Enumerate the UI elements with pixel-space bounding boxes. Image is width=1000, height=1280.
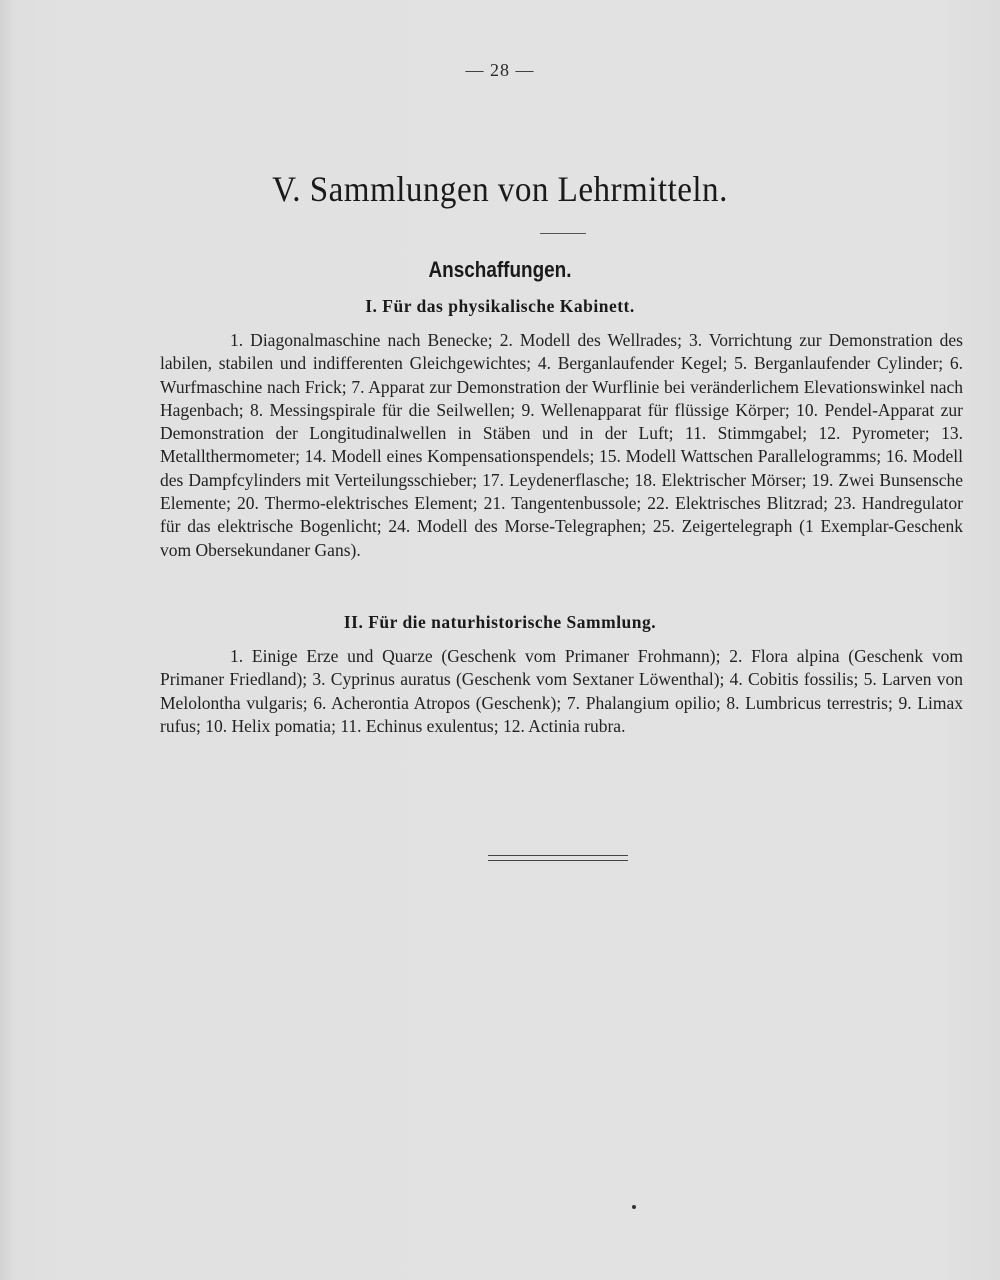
title-divider: [540, 233, 586, 234]
chapter-title: V. Sammlungen von Lehrmitteln.: [272, 169, 728, 209]
section-heading-physics: I. Für das physikalische Kabinett.: [365, 296, 635, 316]
section-heading-natural-history: II. Für die naturhistorische Sammlung.: [343, 612, 657, 632]
print-speck: [632, 1205, 636, 1209]
section-text-physics: 1. Diagonalmaschine nach Benecke; 2. Modell des Wellrades; 3. Vorrichtung zur Demonstration des labilen, stabilen und indifferenten Gleichgewichtes; 4. Berganlaufender Kegel; 5. Berganlaufender Cylinder; 6. Wurfmaschine nach Frick; 7. Apparat zur Demonstration der Wurflinie bei veränderlichem Elevationswinkel nach Hagenbach; 8. Messingspirale für die Seilwellen; 9. Wellenapparat für flüssige Körper; 10. Pendel-Apparat zur Demonstration der Longitudinalwellen in Stäben und in der Luft; 11. Stimmgabel; 12. Pyrometer; 13. Metallthermometer; 14. Modell eines Kompensationspendels; 15. Modell Wattschen Parallelogramms; 16. Modell des Dampfcylinders mit Verteilungsschieber; 17. Leydenerflasche; 18. Elektrischer Mörser; 19. Zwei Bunsensche Elemente; 20. Thermo-elektrisches Element; 21. Tangentenbussole; 22. Elektrisches Blitzrad; 23. Handregulator für das elektrische Bogenlicht; 24. Modell des Morse-Telegraphen; 25. Zeigertelegraph (1 Exemplar-Geschenk vom Obersekundaner Gans).: [160, 330, 963, 560]
subtitle-heading: Anschaffungen.: [428, 257, 572, 282]
closing-double-rule: [488, 855, 628, 861]
section-text-natural-history: 1. Einige Erze und Quarze (Geschenk vom Primaner Frohmann); 2. Flora alpina (Geschenk vom Primaner Friedland); 3. Cyprinus auratus (Geschenk vom Sextaner Löwenthal); 4. Cobitis fossilis; 5. Larven von Melolontha vulgaris; 6. Acherontia Atropos (Geschenk); 7. Phalangium opilio; 8. Lumbricus terrestris; 9. Limax rufus; 10. Helix pomatia; 11. Echinus exulentus; 12. Actinia rubra.: [160, 646, 963, 736]
page-number: — 28 —: [465, 60, 535, 80]
